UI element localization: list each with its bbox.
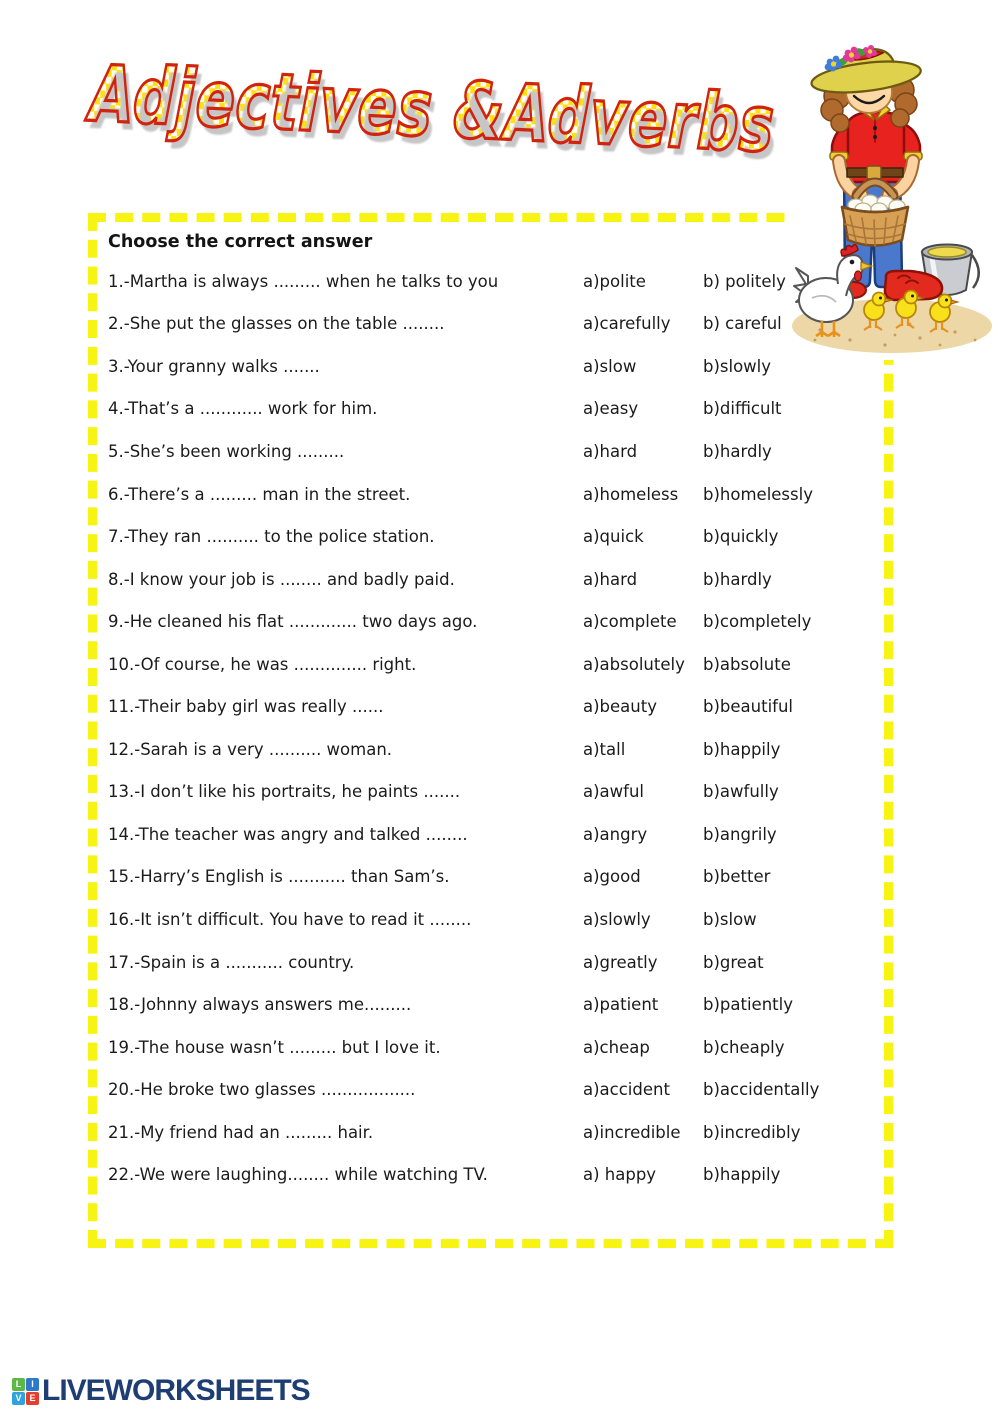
option-b[interactable]: b)great — [703, 952, 764, 972]
option-b[interactable]: b)difficult — [703, 399, 782, 419]
option-a[interactable]: a)slow — [583, 356, 637, 376]
question-text: 14.-The teacher was angry and talked ........ — [108, 824, 468, 844]
option-b[interactable]: b)homelessly — [703, 484, 813, 504]
option-a[interactable]: a)good — [583, 867, 641, 887]
liveworksheets-logo — [12, 1374, 310, 1408]
question-text: 18.-Johnny always answers me......... — [108, 995, 412, 1015]
option-a[interactable]: a)quick — [583, 527, 644, 547]
option-b[interactable]: b) careful — [703, 314, 782, 334]
liveworksheets-tiles-icon — [12, 1378, 39, 1405]
question-text: 17.-Spain is a ........... country. — [108, 952, 355, 972]
option-a[interactable]: a) happy — [583, 1165, 657, 1185]
question-text: 8.-I know your job is ........ and badly paid. — [108, 569, 455, 589]
logo-tile-i: I — [26, 1378, 39, 1391]
question-row — [97, 345, 884, 388]
option-b[interactable]: b) politely — [703, 271, 786, 291]
question-row — [97, 1026, 884, 1069]
question-text: 6.-There’s a ......... man in the street. — [108, 484, 411, 504]
option-b[interactable]: b)hardly — [703, 441, 772, 461]
option-b[interactable]: b)incredibly — [703, 1122, 801, 1142]
logo-tile-e: E — [26, 1392, 39, 1405]
option-a[interactable]: a)awful — [583, 782, 645, 802]
option-a[interactable]: a)polite — [583, 271, 646, 291]
option-b[interactable]: b)hardly — [703, 569, 772, 589]
question-text: 19.-The house wasn’t ......... but I love it. — [108, 1037, 441, 1057]
option-a[interactable]: a)angry — [583, 824, 648, 844]
question-row — [97, 558, 884, 601]
logo-tile-l: L — [12, 1378, 25, 1391]
option-b[interactable]: b)happily — [703, 739, 781, 759]
question-row — [97, 303, 884, 346]
option-b[interactable]: b)slow — [703, 909, 757, 929]
option-b[interactable]: b)patiently — [703, 995, 793, 1015]
option-a[interactable]: a)complete — [583, 612, 677, 632]
page-title-text: Adjectives &Adverbs — [87, 48, 777, 170]
page-title — [87, 48, 792, 170]
worksheet-frame — [88, 213, 893, 1248]
option-b[interactable]: b)angrily — [703, 824, 777, 844]
option-a[interactable]: a)incredible — [583, 1122, 681, 1142]
question-row — [97, 1111, 884, 1154]
question-row — [97, 430, 884, 473]
question-text: 4.-That’s a ............ work for him. — [108, 399, 378, 419]
question-row — [97, 515, 884, 558]
liveworksheets-wordmark: LIVEWORKSHEETS — [42, 1374, 310, 1407]
option-a[interactable]: a)tall — [583, 739, 626, 759]
question-text: 12.-Sarah is a very .......... woman. — [108, 739, 393, 759]
question-row — [97, 600, 884, 643]
option-a[interactable]: a)carefully — [583, 314, 671, 334]
question-row — [97, 983, 884, 1026]
option-a[interactable]: a)greatly — [583, 952, 658, 972]
question-text: 15.-Harry’s English is ........... than Sam’s. — [108, 867, 450, 887]
question-text: 5.-She’s been working ......... — [108, 441, 345, 461]
question-row — [97, 941, 884, 984]
option-b[interactable]: b)quickly — [703, 527, 779, 547]
option-b[interactable]: b)better — [703, 867, 771, 887]
option-b[interactable]: b)absolute — [703, 654, 791, 674]
question-text: 11.-Their baby girl was really ...... — [108, 697, 384, 717]
question-row — [97, 1153, 884, 1196]
question-row — [97, 728, 884, 771]
question-row — [97, 813, 884, 856]
option-b[interactable]: b)cheaply — [703, 1037, 785, 1057]
question-row — [97, 685, 884, 728]
question-text: 9.-He cleaned his flat ............. two days ago. — [108, 612, 478, 632]
question-row — [97, 856, 884, 899]
option-a[interactable]: a)accident — [583, 1080, 670, 1100]
question-row — [97, 898, 884, 941]
option-a[interactable]: a)absolutely — [583, 654, 685, 674]
question-text: 13.-I don’t like his portraits, he paints ....... — [108, 782, 461, 802]
question-row — [97, 473, 884, 516]
logo-tile-v: V — [12, 1392, 25, 1405]
option-b[interactable]: b)awfully — [703, 782, 779, 802]
question-row — [97, 643, 884, 686]
question-row — [97, 388, 884, 431]
option-a[interactable]: a)patient — [583, 995, 659, 1015]
question-text: 16.-It isn’t difficult. You have to read it ........ — [108, 909, 472, 929]
questions-list — [97, 260, 884, 1196]
option-a[interactable]: a)homeless — [583, 484, 679, 504]
option-a[interactable]: a)hard — [583, 441, 638, 461]
option-b[interactable]: b)happily — [703, 1165, 781, 1185]
option-b[interactable]: b)accidentally — [703, 1080, 820, 1100]
question-text: 10.-Of course, he was .............. right. — [108, 654, 417, 674]
question-text: 1.-Martha is always ......... when he talks to you — [108, 271, 499, 291]
option-b[interactable]: b)beautiful — [703, 697, 794, 717]
question-row — [97, 1068, 884, 1111]
option-a[interactable]: a)hard — [583, 569, 638, 589]
question-text: 20.-He broke two glasses .................. — [108, 1080, 416, 1100]
option-a[interactable]: a)beauty — [583, 697, 657, 717]
option-b[interactable]: b)slowly — [703, 356, 772, 376]
question-text: 2.-She put the glasses on the table ........ — [108, 314, 445, 334]
question-text: 22.-We were laughing........ while watching TV. — [108, 1165, 488, 1185]
option-b[interactable]: b)completely — [703, 612, 812, 632]
option-a[interactable]: a)slowly — [583, 909, 651, 929]
question-text: 7.-They ran .......... to the police station. — [108, 527, 435, 547]
option-a[interactable]: a)easy — [583, 399, 639, 419]
question-row — [97, 771, 884, 814]
option-a[interactable]: a)cheap — [583, 1037, 650, 1057]
instruction-heading: Choose the correct answer — [108, 232, 373, 252]
question-text: 3.-Your granny walks ....... — [108, 356, 320, 376]
question-text: 21.-My friend had an ......... hair. — [108, 1122, 374, 1142]
question-row — [97, 260, 884, 303]
farm-girl-illustration — [790, 40, 1000, 360]
